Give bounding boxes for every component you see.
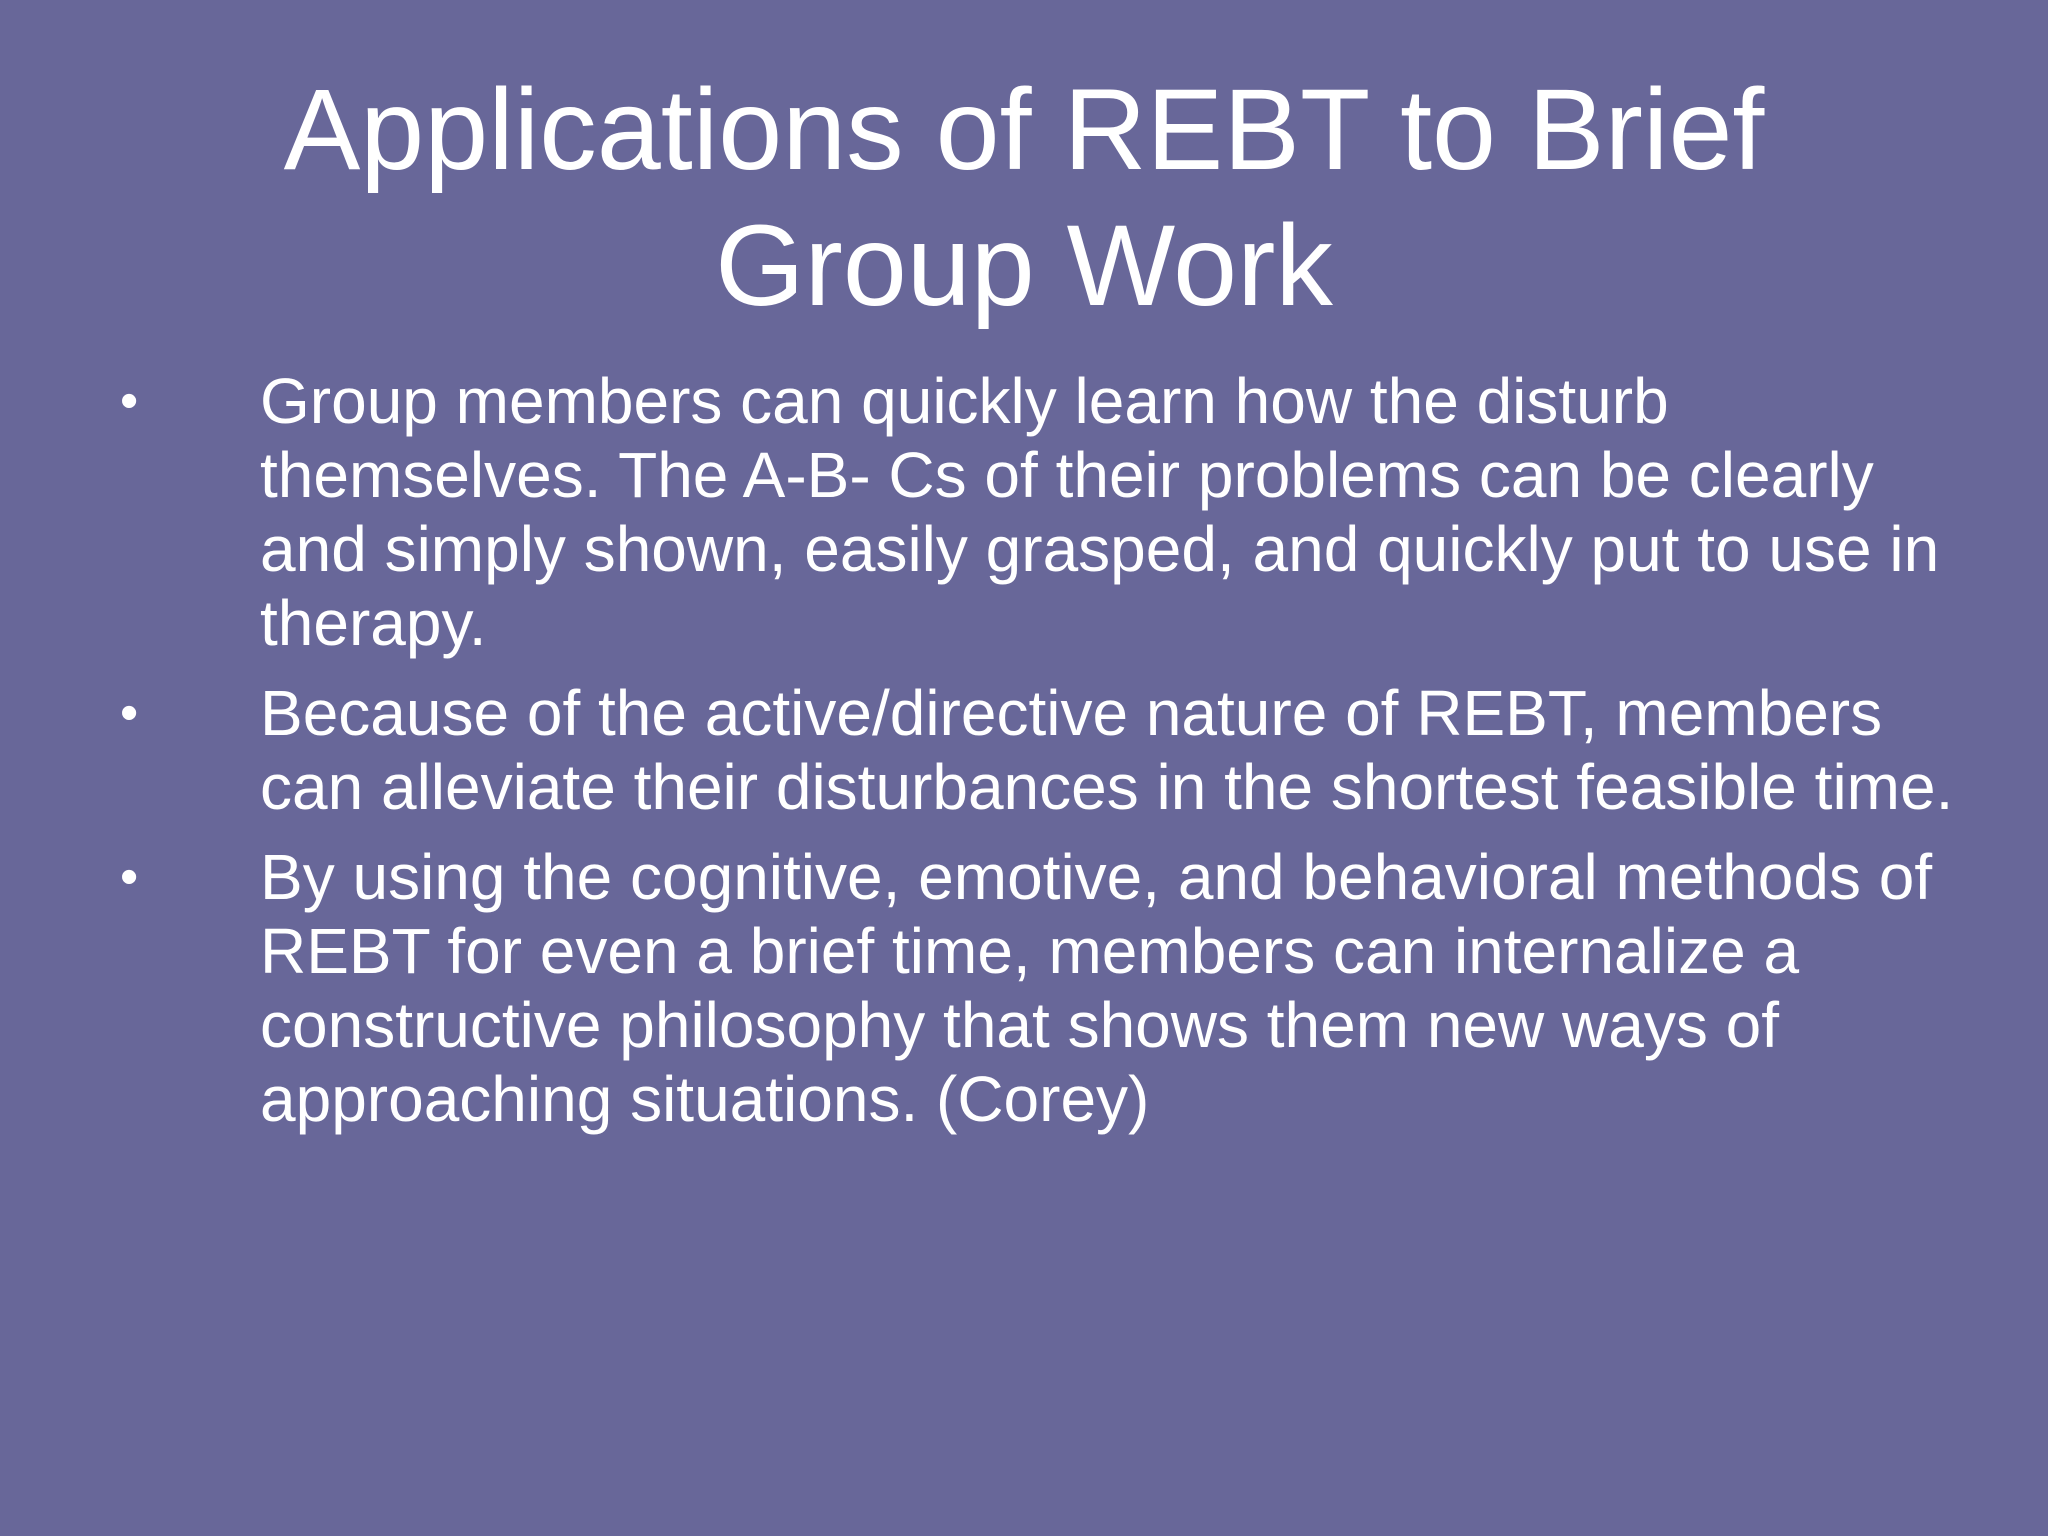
slide-title-line-2: Group Work (715, 202, 1333, 330)
bullet-text: By using the cognitive, emotive, and behavioral methods of REBT for even a brief time, members can internalize a constructive philosophy that shows them new ways of approaching situations. (Corey) (260, 841, 1933, 1135)
bullet-text: Group members can quickly learn how the disturb themselves. The A-B- Cs of their problems can be clearly and simply shown, easily grasped, and quickly put to use in therapy. (260, 365, 1940, 659)
bullet-list (120, 364, 1990, 1152)
bullet-icon: • (120, 372, 139, 430)
bullet-icon: • (120, 684, 139, 742)
bullet-item (120, 840, 1990, 1136)
bullet-item (120, 364, 1990, 660)
bullet-icon: • (120, 848, 139, 906)
slide-title-line-1: Applications of REBT to Brief (283, 66, 1765, 194)
bullet-text: Because of the active/directive nature of REBT, members can alleviate their disturbances in the shortest feasible time. (260, 677, 1954, 823)
bullet-item (120, 676, 1990, 824)
slide-title (0, 62, 2048, 334)
